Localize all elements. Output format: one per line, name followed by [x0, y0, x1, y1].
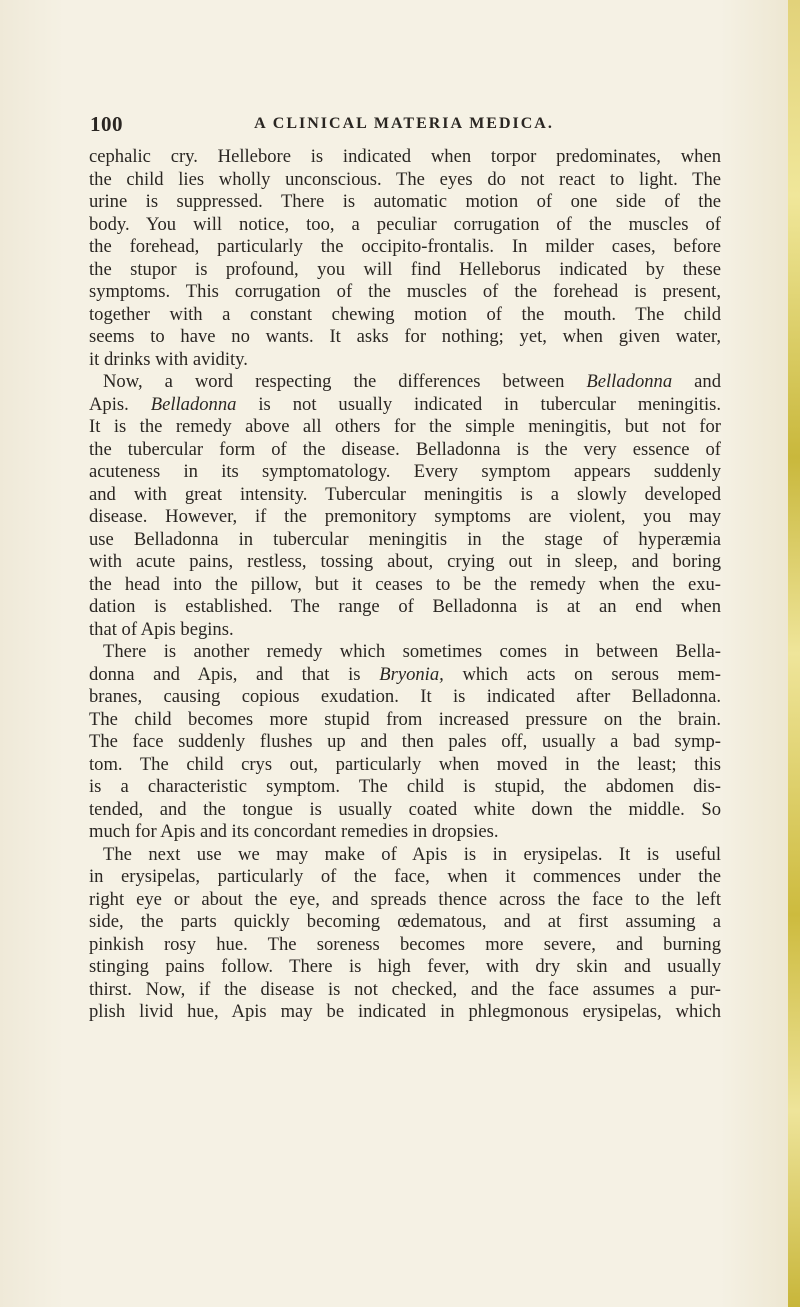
text-line: symptoms. This corrugation of the muscles of the forehead is present, — [89, 281, 721, 302]
text-line: use Belladonna in tubercular meningitis in the stage of hyperæmia — [89, 528, 721, 550]
text-line: right eye or about the eye, and spreads thence across the face to the left — [89, 888, 721, 910]
body-text — [89, 146, 721, 1024]
text-line: and with great intensity. Tubercular meningitis is a slowly developed — [89, 483, 721, 505]
text-line: There is another remedy which sometimes comes in between Bella- — [103, 641, 721, 662]
text-line: the stupor is profound, you will find Helleborus indicated by these — [89, 258, 721, 280]
text-line: tended, and the tongue is usually coated white down the middle. So — [89, 798, 721, 820]
text-line: dation is established. The range of Belladonna is at an end when — [89, 596, 721, 617]
text-line: the head into the pillow, but it ceases to be the remedy when the exu- — [89, 573, 721, 595]
page-header — [90, 112, 718, 136]
italic-term-belladonna: Belladonna — [586, 371, 673, 392]
text-line: pinkish rosy hue. The soreness becomes more severe, and burning — [89, 933, 721, 955]
italic-term-bryonia: Bryonia, — [379, 663, 444, 685]
page-edge-strip — [788, 0, 800, 1307]
text-line: is a characteristic symptom. The child is stupid, the abdomen dis- — [89, 776, 721, 797]
text-line: the child lies wholly unconscious. The eyes do not react to light. The — [89, 168, 721, 190]
text-line — [89, 371, 721, 394]
text-line: it drinks with avidity. — [89, 348, 248, 370]
page-number: 100 — [90, 112, 123, 136]
text-fragment: is not usually indicated in tubercular meningitis. — [236, 393, 721, 415]
text-fragment: and — [672, 371, 721, 392]
text-line: together with a constant chewing motion of the mouth. The child — [89, 303, 721, 325]
italic-term-belladonna: Belladonna — [150, 393, 237, 415]
text-line: in erysipelas, particularly of the face, when it commences under the — [89, 866, 721, 887]
text-line: with acute pains, restless, tossing about, crying out in sleep, and boring — [89, 551, 721, 572]
text-line: seems to have no wants. It asks for nothing; yet, when given water, — [89, 326, 721, 347]
text-line: the forehead, particularly the occipito-frontalis. In milder cases, before — [89, 236, 721, 257]
text-line: body. You will notice, too, a peculiar corrugation of the muscles of — [89, 213, 721, 235]
text-line: side, the parts quickly becoming œdematous, and at first assuming a — [89, 911, 721, 932]
text-fragment: Now, a word respecting the differences between — [103, 371, 587, 392]
running-title: A CLINICAL MATERIA MEDICA. — [254, 115, 554, 132]
text-line: the tubercular form of the disease. Belladonna is the very essence of — [89, 438, 721, 460]
text-line: It is the remedy above all others for the simple meningitis, but not for — [89, 416, 721, 437]
text-line: The next use we may make of Apis is in erysipelas. It is useful — [103, 843, 721, 865]
text-line: acuteness in its symptomatology. Every symptom appears suddenly — [89, 461, 721, 482]
text-line: tom. The child crys out, particularly when moved in the least; this — [89, 753, 721, 775]
text-line — [89, 394, 721, 417]
text-line: disease. However, if the premonitory symptoms are violent, you may — [89, 506, 721, 527]
text-line: plish livid hue, Apis may be indicated in phlegmonous erysipelas, which — [89, 1001, 721, 1022]
text-line: thirst. Now, if the disease is not checked, and the face assumes a pur- — [89, 978, 721, 1000]
text-fragment: which acts on serous mem- — [443, 663, 721, 685]
text-line — [89, 664, 721, 687]
text-line: that of Apis begins. — [89, 618, 234, 640]
text-line: stinging pains follow. There is high fever, with dry skin and usually — [89, 956, 721, 977]
text-line: urine is suppressed. There is automatic motion of one side of the — [89, 191, 721, 212]
text-fragment: Apis. — [89, 393, 151, 415]
text-line: branes, causing copious exudation. It is indicated after Belladonna. — [89, 686, 721, 707]
text-line: cephalic cry. Hellebore is indicated when torpor predominates, when — [89, 146, 721, 167]
text-line: The face suddenly flushes up and then pales off, usually a bad symp- — [89, 731, 721, 752]
text-line: The child becomes more stupid from increased pressure on the brain. — [89, 708, 721, 730]
text-fragment: donna and Apis, and that is — [89, 663, 380, 685]
text-line: much for Apis and its concordant remedies in dropsies. — [89, 821, 499, 842]
